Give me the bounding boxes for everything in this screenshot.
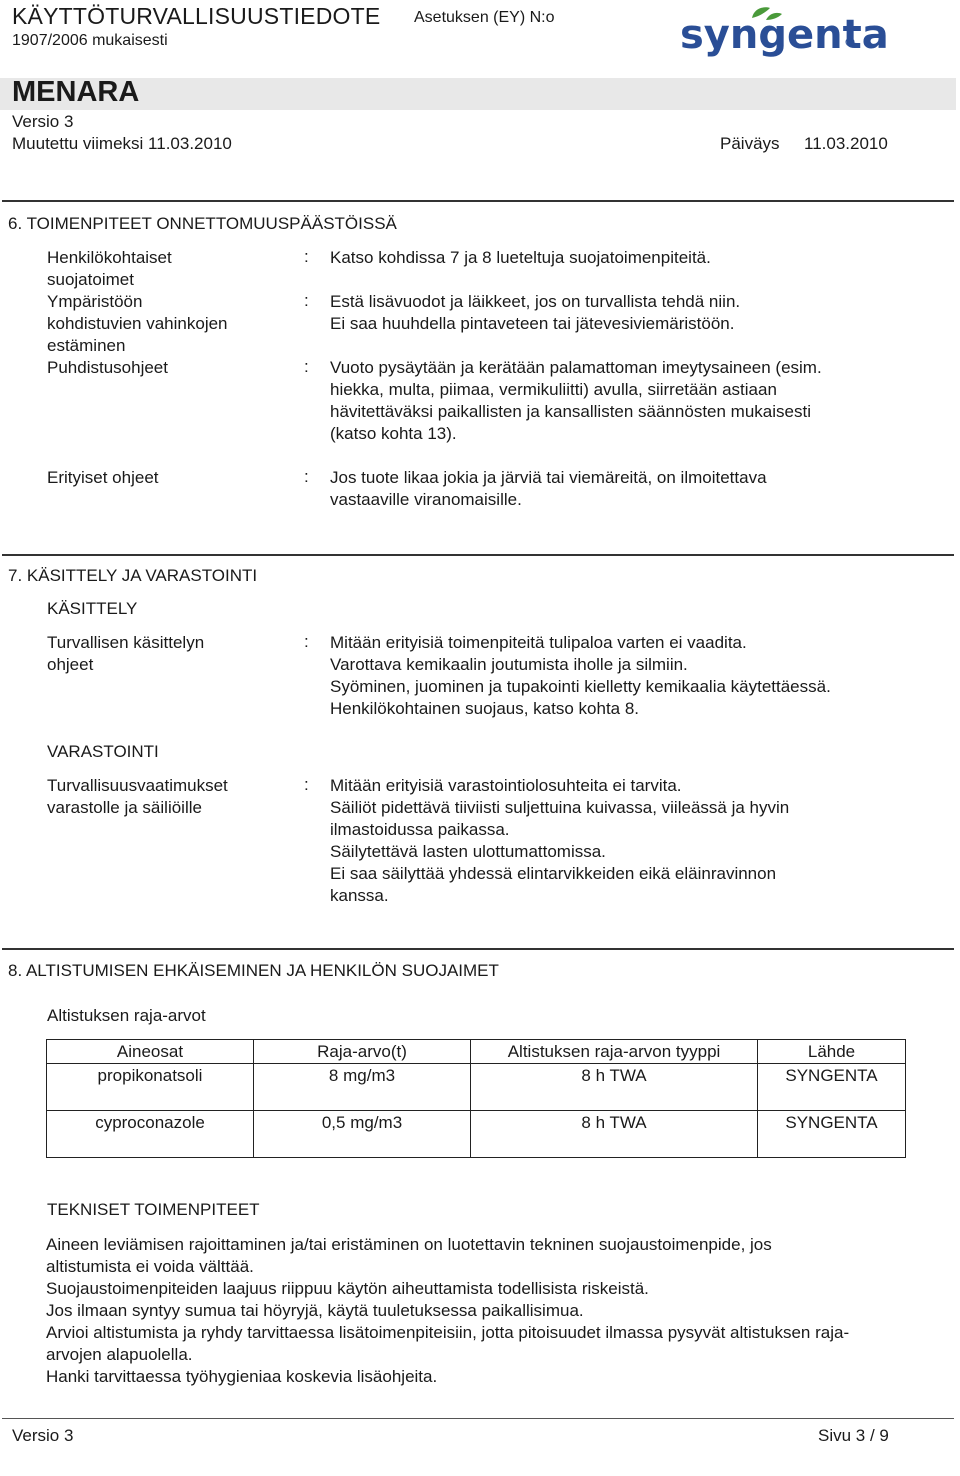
storage-heading: VARASTOINTI — [47, 742, 159, 761]
regulation-reference: 1907/2006 mukaisesti — [12, 32, 168, 49]
table-cell: SYNGENTA — [758, 1064, 906, 1111]
value-storage-requirements: Mitään erityisiä varastointiolosuhteita ei tarvita. Säiliöt pidettävä tiiviisti suljettuina kuivassa, viileässä ja hyvin ilmastoidussa paikassa. Säilytettävä lasten ulottumattomissa. Ei saa säilyttää yhdessä elintarvikkeiden eikä eläinravinnon kanssa. — [330, 776, 790, 905]
label-cleanup-methods: Puhdistusohjeet — [47, 358, 168, 377]
date-value: 11.03.2010 — [804, 134, 888, 153]
colon: : — [304, 632, 309, 651]
label-environmental-precautions: Ympäristöön kohdistuvien vahinkojen estäminen — [47, 292, 228, 355]
colon: : — [304, 467, 309, 486]
table-header-row — [47, 1040, 906, 1064]
table-cell: 8 mg/m3 — [254, 1064, 471, 1111]
exposure-limits-table — [46, 1039, 906, 1158]
table-row — [47, 1111, 906, 1158]
section-divider — [2, 948, 954, 950]
section-divider — [2, 554, 954, 556]
syngenta-logo — [680, 6, 889, 63]
footer-divider — [2, 1418, 954, 1419]
colon: : — [304, 291, 309, 310]
colon: : — [304, 357, 309, 376]
label-special-instructions: Erityiset ohjeet — [47, 468, 159, 487]
document-title: KÄYTTÖTURVALLISUUSTIEDOTE — [12, 3, 381, 29]
modified-date: Muutettu viimeksi 11.03.2010 — [12, 134, 232, 153]
column-header: Raja-arvo(t) — [254, 1040, 471, 1064]
colon: : — [304, 247, 309, 266]
value-special-instructions: Jos tuote likaa jokia ja järviä tai viemäreitä, on ilmoitettava vastaaville viranomaisille. — [330, 468, 767, 509]
logo-wordmark: syngenta — [680, 12, 889, 58]
column-header: Altistuksen raja-arvon tyyppi — [471, 1040, 758, 1064]
handling-heading: KÄSITTELY — [47, 599, 138, 618]
value-cleanup-methods: Vuoto pysäytään ja kerätään palamattoman imeytysaineen (esim. hiekka, multa, piimaa, vermikuliitti) avulla, siirretään astiaan hävitettäväksi paikallisten ja kansallisten säännösten mukaisesti (katso kohta 13). — [330, 358, 822, 443]
table-cell: 0,5 mg/m3 — [254, 1111, 471, 1158]
date-label: Päiväys — [720, 134, 780, 153]
table-cell: cyproconazole — [47, 1111, 254, 1158]
footer-version: Versio 3 — [12, 1426, 74, 1445]
value-safe-handling: Mitään erityisiä toimenpiteitä tulipaloa varten ei vaadita. Varottava kemikaalin joutumista iholle ja silmiin. Syöminen, juominen ja tupakointi kielletty kemikaalia käytettäessä. Henkilökohtainen suojaus, katso kohta 8. — [330, 633, 831, 718]
label-storage-requirements: Turvallisuusvaatimukset varastolle ja säiliöille — [47, 776, 228, 817]
colon: : — [304, 775, 309, 794]
table-cell: propikonatsoli — [47, 1064, 254, 1111]
product-band — [0, 78, 956, 110]
table-cell: SYNGENTA — [758, 1111, 906, 1158]
section-divider — [2, 200, 954, 202]
label-safe-handling: Turvallisen käsittelyn ohjeet — [47, 633, 205, 674]
footer-page-number: Sivu 3 / 9 — [818, 1426, 889, 1445]
technical-measures-heading: TEKNISET TOIMENPITEET — [47, 1200, 260, 1219]
value-personal-precautions: Katso kohdissa 7 ja 8 lueteltuja suojatoimenpiteitä. — [330, 248, 711, 267]
label-personal-precautions: Henkilökohtaiset suojatoimet — [47, 248, 172, 289]
technical-measures-text: Aineen leviämisen rajoittaminen ja/tai eristäminen on luotettavin tekninen suojaustoimenpide, jos altistumista ei voida välttää. Suojaustoimenpiteiden laajuus riippuu käytön aiheuttamista todellisista riskeistä. Jos ilmaan syntyy sumua tai höyryjä, käytä tuuletuksessa paikallisimua. Arvioi altistumista ja ryhdy tarvittaessa lisätoimenpiteisiin, jotta pitoisuudet ilmassa pysyvät altistuksen raja- arvojen alapuolella. Hanki tarvittaessa työhygieniaa koskevia lisäohjeita. — [46, 1235, 850, 1386]
section-6-title: 6. TOIMENPITEET ONNETTOMUUSPÄÄSTÖISSÄ — [8, 214, 397, 233]
column-header: Aineosat — [47, 1040, 254, 1064]
version-label: Versio 3 — [12, 112, 74, 131]
syngenta-logo-icon — [680, 6, 889, 58]
table-row — [47, 1064, 906, 1111]
limits-heading: Altistuksen raja-arvot — [47, 1006, 206, 1025]
value-environmental-precautions: Estä lisävuodot ja läikkeet, jos on turvallista tehdä niin. Ei saa huuhdella pintaveteen tai jätevesiviemäristöön. — [330, 292, 741, 333]
section-7-title: 7. KÄSITTELY JA VARASTOINTI — [8, 566, 258, 585]
section-8-title: 8. ALTISTUMISEN EHKÄISEMINEN JA HENKILÖN SUOJAIMET — [8, 961, 499, 980]
table-cell: 8 h TWA — [471, 1111, 758, 1158]
document-title-suffix: Asetuksen (EY) N:o — [414, 9, 555, 26]
column-header: Lähde — [758, 1040, 906, 1064]
table-cell: 8 h TWA — [471, 1064, 758, 1111]
product-name: MENARA — [12, 76, 140, 108]
